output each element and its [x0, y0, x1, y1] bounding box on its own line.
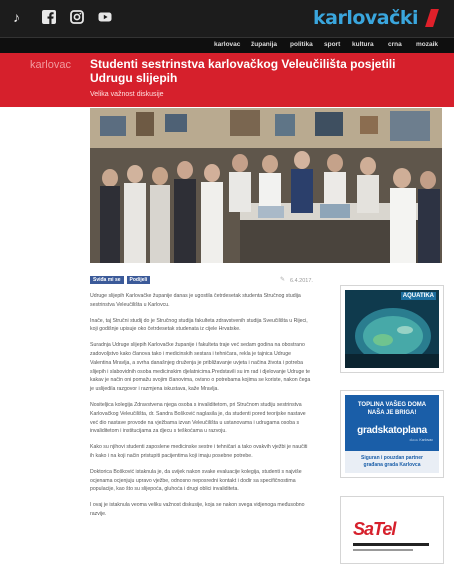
article-header: [0, 53, 454, 107]
music-note-icon[interactable]: ♪: [13, 9, 20, 25]
article-paragraph: Inače, taj Stručni studij do je Stručnog studija fakulteta zdravstvenih studija Sveučilišta u Rijeci, koji godišnje upisuje oko četrdesetak studenata iz cijele Hrvatske.: [90, 317, 308, 333]
satel-underline-2: [353, 549, 413, 551]
main-nav: [0, 37, 454, 53]
nav-item-politika[interactable]: politika: [290, 41, 313, 48]
article-date: 6.4.2017.: [290, 278, 313, 284]
article-title: Studenti sestrinstva karlovačkog Veleučilišta posjetili Udrugu slijepih: [90, 57, 396, 85]
article-paragraph: Kako su njihovi studenti zaposlene medicinske sestre i tehničari a tako ovakvih vježbi je naučiti ih kako i na koji način pristupiti pacijentima koji imaju posebne potrebe.: [90, 444, 308, 459]
article-paragraph: Doktorica Bošković istaknula je, da uvijek nakon svake evaluacije kolegija, studenti s najviše ocjenama ocjenjuju upravo vježbe, odnosno neposredni kontakt i dodir sa specifičnostima populacije, kao što su slijepoća, gluhoća i drugi oblici invaliditeta.: [90, 468, 302, 493]
article-paragraph: Suradnja Udruge slijepih Karlovačke županije i fakulteta traje već sedam godina na obostrano zadovoljstvo kako članova tako i medicinskih sestara i tehničara, rekla je tajnica Udruge Valentina Mravlja, a svrha današnjeg druženja je približavanje uvjeta i načina života i potreba slijepih i slabovidnih osoba medicinskim djelatnicima.Predstavili su im rad i djelovanje Udruge te kakav je način oni pomažu svojim članovima, ovisno o potrebama kojima se koriste, nakon čega je uslijedila razgovor i razmjena iskustava, kaže Mravlja.: [90, 342, 311, 393]
nav-item-zupanija[interactable]: županija: [251, 41, 278, 48]
article-subtitle: Velika važnost diskusije: [90, 91, 164, 98]
ad-satel[interactable]: [340, 496, 444, 564]
logo-red-mark: [425, 9, 439, 27]
youtube-icon[interactable]: [97, 9, 113, 25]
toplana-logo: gradskatoplana: [357, 425, 427, 436]
satel-logo: SaTel: [353, 519, 396, 539]
article-paragraph: Nositeljica kolegija Zdravstvena njega osoba s invaliditetom, pri Stručnom studiju sestrinstva Karlovačkog Veleučilišta, dr. Sandra Bošković naglasila je, da studenti pored teorijske nastave već dio nastave provode na vježbama izvan Veleučilišta u ustanovama i udrugama osoba s invaliditetom i institucijama za djecu s teškoćama u razvoju.: [90, 401, 306, 435]
satel-underline: [353, 543, 429, 546]
group-photo-image: [90, 108, 442, 263]
top-bar: [0, 0, 454, 37]
aquatika-logo: AQUATIKA: [402, 293, 434, 299]
ad-aquatika[interactable]: [340, 285, 444, 373]
ad-tagline: Siguran i pouzdan partner građana grada Karlovca: [345, 451, 439, 473]
site-logo[interactable]: karlovački: [313, 7, 419, 29]
ad-gradska-toplana[interactable]: [340, 390, 444, 478]
section-tag[interactable]: karlovac: [30, 59, 71, 71]
social-share-bar: [90, 276, 150, 284]
ad-headline: TOPLINA VAŠEG DOMA NAŠA JE BRIGA!: [357, 402, 427, 416]
facebook-like-button[interactable]: Sviđa mi se: [90, 276, 124, 284]
article-photo: [90, 108, 442, 263]
instagram-icon[interactable]: [69, 9, 85, 25]
nav-item-crna[interactable]: crna: [388, 41, 402, 48]
facebook-icon[interactable]: [41, 9, 57, 25]
toplana-logo-sub: d.o.o. Karlovac: [409, 438, 433, 442]
article-paragraph: I ovaj je istaknula veoma veliku važnost diskusije, koja se nakon svega vidjenoga međusobno razvije.: [90, 502, 305, 517]
aquarium-image: [345, 290, 439, 368]
nav-item-mozaik[interactable]: mozaik: [416, 41, 439, 48]
article-paragraph: Udruge slijepih Karlovačke županije danas je ugostila četrdesetak studenta Stručnog studija sestrinstva Veleučilišta u Karlovcu.: [90, 293, 301, 308]
nav-item-kultura[interactable]: kultura: [352, 41, 374, 48]
pencil-icon: ✎: [280, 277, 286, 283]
article-body: [90, 292, 312, 526]
facebook-share-button[interactable]: Podijeli: [127, 276, 151, 284]
nav-item-karlovac[interactable]: karlovac: [214, 41, 241, 48]
nav-item-sport[interactable]: sport: [324, 41, 341, 48]
